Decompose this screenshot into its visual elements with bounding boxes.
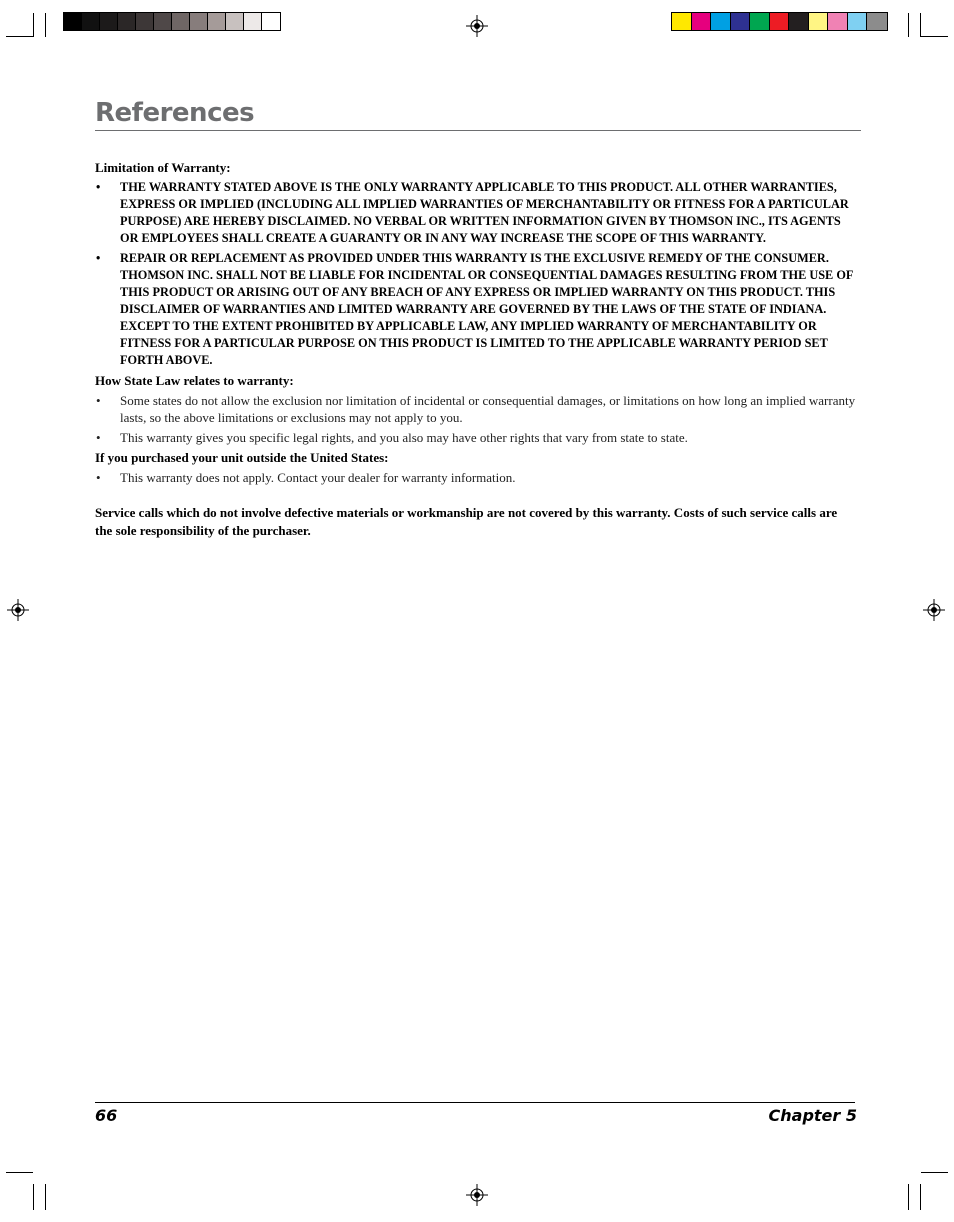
color-swatch [64, 13, 82, 30]
footer-divider [95, 1102, 855, 1103]
color-swatch [190, 13, 208, 30]
color-swatch [770, 13, 790, 30]
color-swatch [711, 13, 731, 30]
crop-mark [908, 13, 909, 37]
color-swatch [154, 13, 172, 30]
color-calibration-strip [671, 12, 888, 31]
warranty-content [95, 159, 857, 553]
crop-mark [921, 36, 948, 37]
color-swatch [244, 13, 262, 30]
registration-mark-icon [923, 599, 945, 621]
page-number: 66 [95, 1106, 118, 1125]
chapter-label: Chapter 5 [768, 1106, 857, 1125]
color-swatch [867, 13, 887, 30]
crop-mark [6, 1172, 33, 1173]
registration-mark-icon [466, 15, 488, 37]
limitation-heading: Limitation of Warranty: [95, 160, 231, 175]
color-swatch [789, 13, 809, 30]
color-swatch [262, 13, 280, 30]
crop-mark [908, 1184, 909, 1210]
color-swatch [848, 13, 868, 30]
list-item: • This warranty gives you specific legal rights, and you also may have other rights that vary from state to state. [95, 429, 857, 446]
color-swatch [750, 13, 770, 30]
registration-mark-icon [7, 599, 29, 621]
crop-mark [45, 1184, 46, 1210]
list-item: • REPAIR OR REPLACEMENT AS PROVIDED UNDER THIS WARRANTY IS THE EXCLUSIVE REMEDY OF THE CONSUMER. THOMSON INC. SHALL NOT BE LIABLE FOR INCIDENTAL OR CONSEQUENTIAL DAMAGES RESULTING FROM THE USE OF THIS PRODUCT OR ARISING OUT OF ANY BREACH OF ANY EXPRESS OR IMPLIED WARRANTY ON THIS PRODUCT. THIS DISCLAIMER OF WARRANTIES AND LIMITED WARRANTY ARE GOVERNED BY THE LAWS OF THE STATE OF INDIANA. EXCEPT TO THE EXTENT PROHIBITED BY APPLICABLE LAW, ANY IMPLIED WARRANTY OF MERCHANTABILITY OR FITNESS FOR A PARTICULAR PURPOSE ON THIS PRODUCT IS LIMITED TO THE APPLICABLE WARRANTY PERIOD SET FORTH ABOVE. [95, 250, 857, 369]
color-swatch [208, 13, 226, 30]
crop-mark [33, 13, 34, 37]
color-swatch [100, 13, 118, 30]
crop-mark [920, 1184, 921, 1210]
color-swatch [118, 13, 136, 30]
color-swatch [828, 13, 848, 30]
state-law-heading: How State Law relates to warranty: [95, 373, 294, 388]
list-item: • This warranty does not apply. Contact your dealer for warranty information. [95, 469, 857, 486]
limitation-list [95, 179, 857, 369]
color-swatch [672, 13, 692, 30]
crop-mark [6, 36, 33, 37]
color-swatch [731, 13, 751, 30]
color-swatch [809, 13, 829, 30]
list-item: • Some states do not allow the exclusion nor limitation of incidental or consequential damages, or limitations on how long an implied warranty lasts, so the above limitations or exclusions may not apply to you. [95, 392, 857, 426]
registration-mark-icon [466, 1184, 488, 1206]
color-swatch [172, 13, 190, 30]
title-divider [95, 130, 861, 131]
page-title: References [95, 98, 255, 128]
crop-mark [45, 13, 46, 37]
crop-mark [921, 1172, 948, 1173]
color-swatch [226, 13, 244, 30]
color-swatch [136, 13, 154, 30]
state-law-list [95, 392, 857, 446]
crop-mark [920, 13, 921, 37]
list-item: • THE WARRANTY STATED ABOVE IS THE ONLY WARRANTY APPLICABLE TO THIS PRODUCT. ALL OTHER WARRANTIES, EXPRESS OR IMPLIED (INCLUDING ALL IMPLIED WARRANTIES OF MERCHANTABILITY OR FITNESS FOR A PARTICULAR PURPOSE) ARE HEREBY DISCLAIMED. NO VERBAL OR WRITTEN INFORMATION GIVEN BY THOMSON INC., ITS AGENTS OR EMPLOYEES SHALL CREATE A GUARANTY OR IN ANY WAY INCREASE THE SCOPE OF THIS WARRANTY. [95, 179, 857, 247]
outside-us-list [95, 469, 857, 486]
color-swatch [82, 13, 100, 30]
crop-mark [33, 1184, 34, 1210]
grayscale-calibration-strip [63, 12, 281, 31]
color-swatch [692, 13, 712, 30]
outside-us-heading: If you purchased your unit outside the United States: [95, 450, 389, 465]
service-calls-note: Service calls which do not involve defective materials or workmanship are not covered by this warranty. Costs of such service calls are the sole responsibility of the purchaser. [95, 505, 838, 538]
